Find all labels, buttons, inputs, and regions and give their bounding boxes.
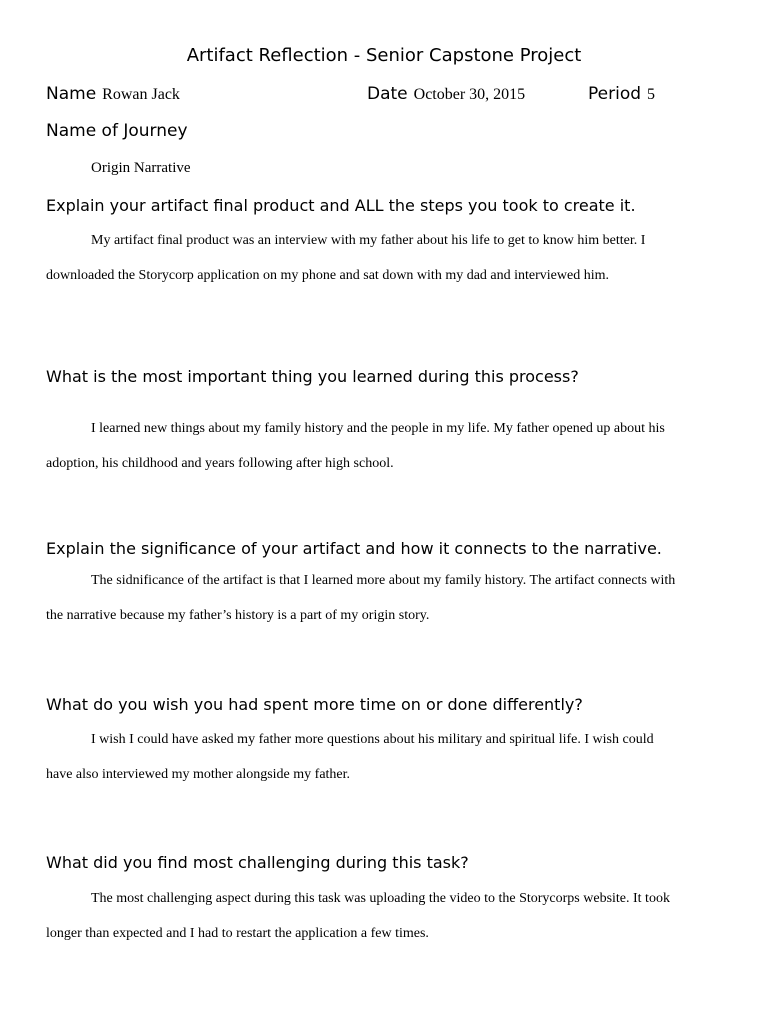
- answer-1-line-1: My artifact final product was an interview with my father about his life to get to know him better. I: [91, 233, 646, 248]
- period-field: [588, 84, 655, 104]
- date-field: [367, 84, 525, 104]
- answer-1-line-2: downloaded the Storycorp application on my phone and sat down with my dad and interviewed him.: [46, 268, 609, 283]
- answer-3-line-1: The sidnificance of the artifact is that I learned more about my family history. The artifact connects with: [91, 573, 676, 588]
- period-label: Period: [588, 84, 642, 104]
- answer-2-line-1: I learned new things about my family history and the people in my life. My father opened up about his: [91, 421, 665, 436]
- question-1: Explain your artifact final product and ALL the steps you took to create it.: [46, 196, 636, 215]
- page-title: Artifact Reflection - Senior Capstone Project: [186, 45, 582, 66]
- journey-label: Name of Journey: [46, 121, 188, 141]
- question-5: What did you find most challenging during this task?: [46, 853, 469, 872]
- question-3: Explain the significance of your artifact and how it connects to the narrative.: [46, 539, 662, 558]
- name-label: Name: [46, 84, 97, 104]
- question-2: What is the most important thing you learned during this process?: [46, 367, 579, 386]
- question-4: What do you wish you had spent more time on or done differently?: [46, 695, 583, 714]
- answer-5-line-1: The most challenging aspect during this task was uploading the video to the Storycorps website. It took: [91, 891, 670, 906]
- date-label: Date: [367, 84, 408, 104]
- name-field: [46, 84, 180, 104]
- date-value: October 30, 2015: [413, 86, 526, 103]
- name-value: Rowan Jack: [102, 86, 180, 103]
- answer-2-line-2: adoption, his childhood and years following after high school.: [46, 456, 394, 471]
- period-value: 5: [647, 86, 656, 103]
- answer-5-line-2: longer than expected and I had to restart the application a few times.: [46, 926, 429, 941]
- answer-3-line-2: the narrative because my father’s history is a part of my origin story.: [46, 608, 430, 623]
- answer-4-line-1: I wish I could have asked my father more questions about his military and spiritual life. I wish could: [91, 732, 654, 747]
- answer-4-line-2: have also interviewed my mother alongside my father.: [46, 767, 351, 782]
- journey-value: Origin Narrative: [91, 160, 191, 176]
